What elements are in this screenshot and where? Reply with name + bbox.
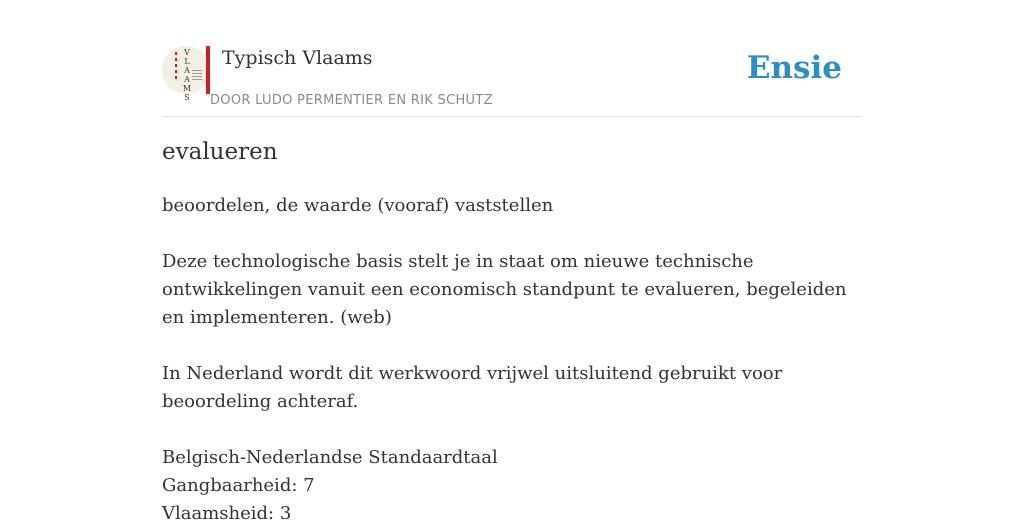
meta-category: Belgisch-Nederlandse Standaardtaal [162,447,498,468]
avatar-letters: V L A A M S [182,48,192,102]
entry-example: Deze technologische basis stelt je in staat om nieuwe technische ontwikkelingen vanuit een economisch standpunt te evalueren, begeleiden en implementeren. (web) [162,251,847,328]
entry-content [162,192,862,528]
site-title-link[interactable]: Typisch Vlaams [222,47,373,69]
avatar-text-lines [192,70,202,80]
entry-headword: evalueren [162,139,278,165]
meta-gangbaarheid: Gangbaarheid: 7 [162,475,315,496]
book-cover-avatar-icon[interactable] [162,46,210,102]
author-byline: DOOR LUDO PERMENTIER EN RIK SCHUTZ [210,93,493,108]
site-header [162,46,862,117]
meta-vlaamsheid: Vlaamsheid: 3 [162,503,292,524]
entry-note: In Nederland wordt dit werkwoord vrijwel uitsluitend gebruikt voor beoordeling achteraf. [162,363,783,412]
avatar-red-edge [206,46,210,94]
ensie-logo-link[interactable]: Ensie [746,50,842,86]
entry-definition: beoordelen, de waarde (vooraf) vaststellen [162,195,554,216]
entry-meta [162,444,862,528]
avatar-red-stripe [175,52,177,82]
